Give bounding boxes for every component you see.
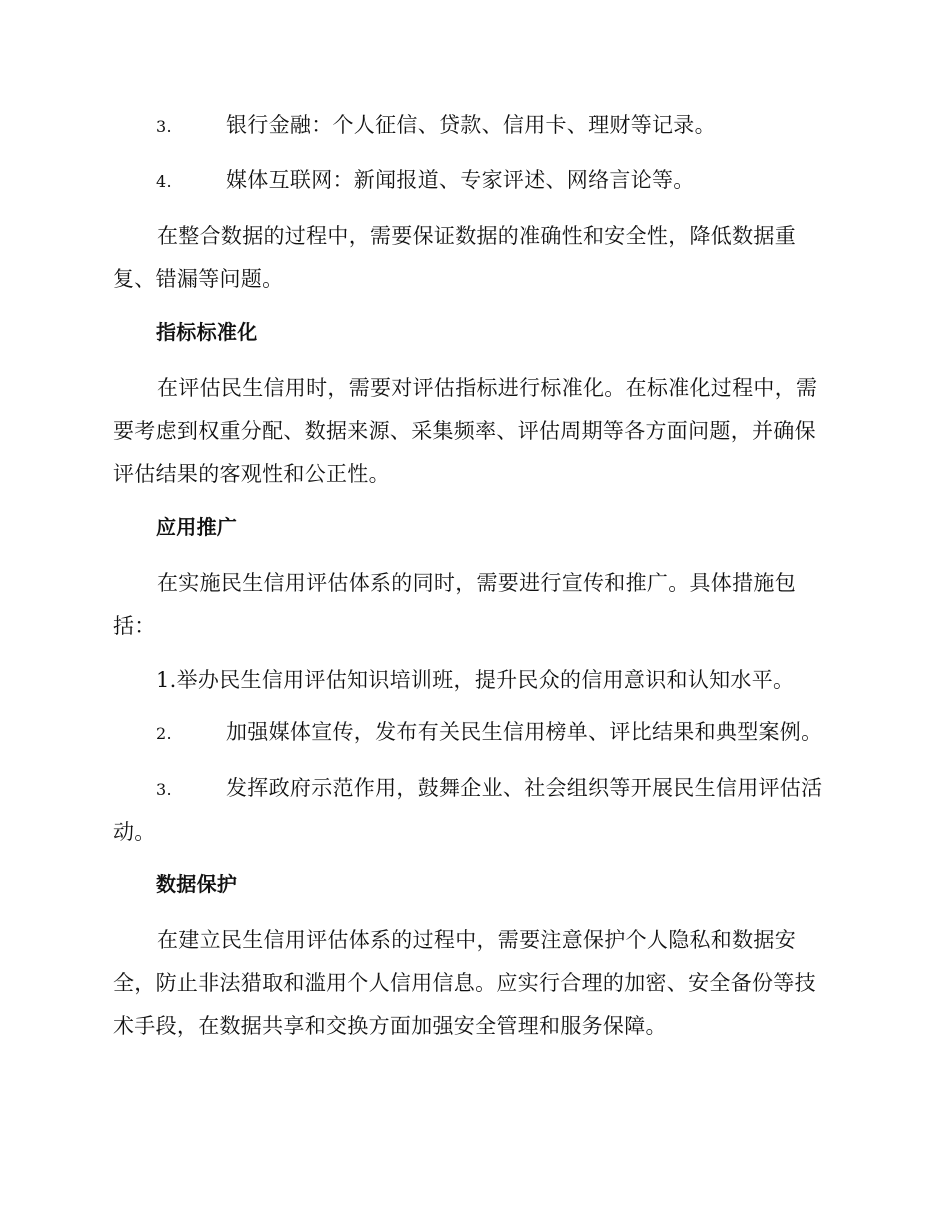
list-item [156,711,836,755]
section-heading-promotion: 应用推广 [156,515,238,539]
list-number: 4. [156,172,172,191]
paragraph-protection: 在建立民生信用评估体系的过程中，需要注意保护个人隐私和数据安全，防止非法猎取和滥用个人信用信息。应实行合理的加密、安全备份等技术手段，在数据共享和交换方面加强安全管理和服务保障。 [113,928,816,1038]
list-text: 银行金融：个人征信、贷款、信用卡、理财等记录。 [226,113,716,137]
list-text: 媒体互联网：新闻报道、专家评述、网络言论等。 [226,168,695,192]
list-number: 3. [156,780,172,799]
section-heading-standardization: 指标标准化 [156,320,258,344]
list-text: 加强媒体宣传，发布有关民生信用榜单、评比结果和典型案例。 [226,720,823,744]
list-text: 发挥政府示范作用，鼓舞企业、社会组织等开展民生信用评估活动。 [113,776,823,844]
list-item [156,104,836,148]
list-item [113,767,833,854]
paragraph-promotion: 在实施民生信用评估体系的同时，需要进行宣传和推广。具体措施包括： [113,571,796,638]
list-number: 2. [156,724,172,743]
list-item [156,159,836,203]
section-heading-protection: 数据保护 [156,872,238,896]
paragraph-standardization: 在评估民生信用时，需要对评估指标进行标准化。在标准化过程中，需要考虑到权重分配、数据来源、采集频率、评估周期等各方面问题，并确保评估结果的客观性和公正性。 [113,376,818,486]
list-item: 1.举办民生信用评估知识培训班，提升民众的信用意识和认知水平。 [156,668,795,692]
list-number: 3. [156,117,172,136]
paragraph-integration: 在整合数据的过程中，需要保证数据的准确性和安全性，降低数据重复、错漏等问题。 [113,224,796,291]
